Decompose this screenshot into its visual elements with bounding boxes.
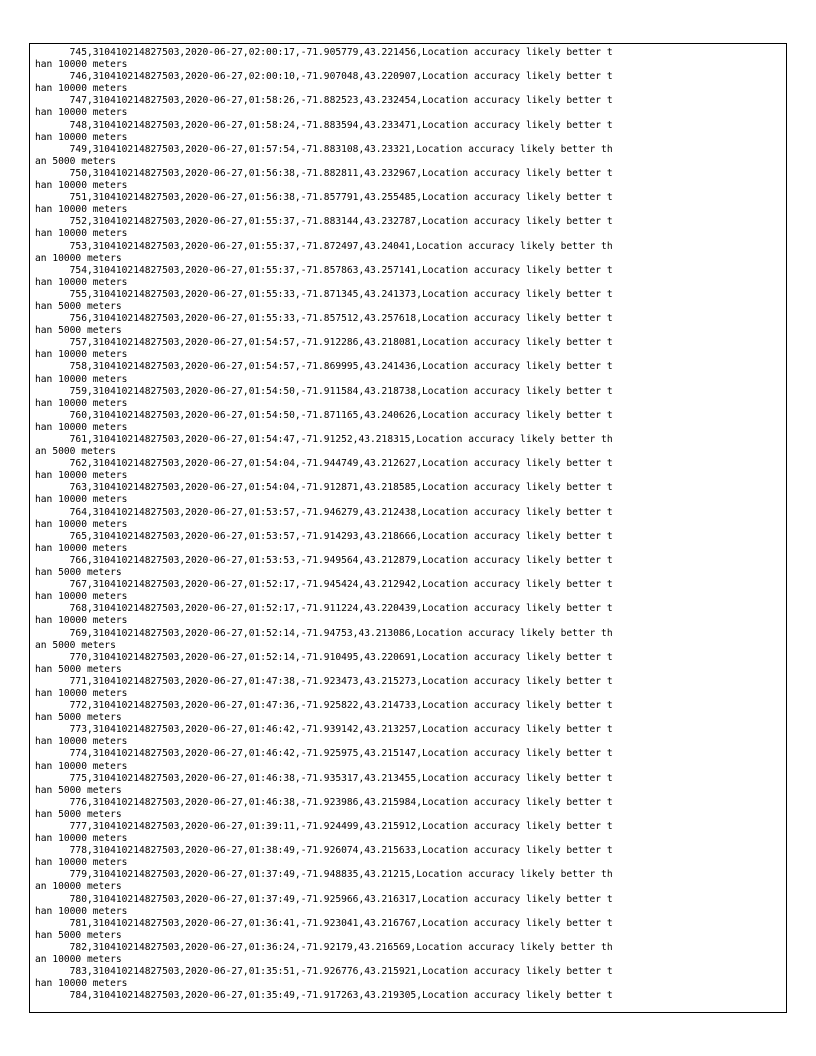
log-record-line-continuation: an 10000 meters [35,252,122,264]
log-record-line: 757,310410214827503,2020-06-27,01:54:57,-71.912286,43.218081,Location accuracy likely better t [35,337,613,349]
log-record [35,603,781,627]
log-record [35,337,781,361]
log-record [35,821,781,845]
log-record-line: 759,310410214827503,2020-06-27,01:54:50,-71.911584,43.218738,Location accuracy likely better t [35,385,613,397]
log-record-line: 775,310410214827503,2020-06-27,01:46:38,-71.935317,43.213455,Location accuracy likely better t [35,772,613,784]
log-record-line-continuation: han 10000 meters [35,591,128,603]
log-record-line-continuation: han 10000 meters [35,494,128,506]
log-record-line-continuation: han 10000 meters [35,905,128,917]
log-record [35,458,781,482]
log-record-line: 751,310410214827503,2020-06-27,01:56:38,-71.857791,43.255485,Location accuracy likely better t [35,192,613,204]
log-record [35,676,781,700]
log-record-line-continuation: han 10000 meters [35,180,128,192]
log-record [35,313,781,337]
log-record-line: 766,310410214827503,2020-06-27,01:53:53,-71.949564,43.212879,Location accuracy likely better t [35,554,613,566]
log-record-line-continuation: han 10000 meters [35,421,128,433]
log-record [35,120,781,144]
log-record-line: 779,310410214827503,2020-06-27,01:37:49,-71.948835,43.21215,Location accuracy likely better th [35,869,613,881]
log-record [35,555,781,579]
log-record-line-continuation: han 10000 meters [35,349,128,361]
log-record-line-continuation: an 5000 meters [35,446,116,458]
log-record-line: 748,310410214827503,2020-06-27,01:58:24,-71.883594,43.233471,Location accuracy likely better t [35,119,613,131]
log-record-line-continuation: han 10000 meters [35,615,128,627]
log-record [35,192,781,216]
log-record-line: 769,310410214827503,2020-06-27,01:52:14,-71.94753,43.213086,Location accuracy likely better th [35,627,613,639]
log-record [35,216,781,240]
log-record [35,47,781,71]
log-record-line: 752,310410214827503,2020-06-27,01:55:37,-71.883144,43.232787,Location accuracy likely better t [35,216,613,228]
log-record-line: 753,310410214827503,2020-06-27,01:55:37,-71.872497,43.24041,Location accuracy likely better th [35,240,613,252]
log-record-line-continuation: an 10000 meters [35,954,122,966]
log-record-line-continuation: han 5000 meters [35,663,122,675]
log-record [35,918,781,942]
log-record [35,482,781,506]
log-record-line-continuation: han 10000 meters [35,760,128,772]
log-record-line: 746,310410214827503,2020-06-27,02:00:10,-71.907048,43.220907,Location accuracy likely better t [35,71,613,83]
log-record-line-continuation: han 10000 meters [35,107,128,119]
log-record-line: 761,310410214827503,2020-06-27,01:54:47,-71.91252,43.218315,Location accuracy likely better th [35,434,613,445]
log-record-line: 760,310410214827503,2020-06-27,01:54:50,-71.871165,43.240626,Location accuracy likely better t [35,409,613,421]
log-record [35,361,781,385]
log-record [35,652,781,676]
log-record-line-continuation: han 10000 meters [35,542,128,554]
log-record-line: 781,310410214827503,2020-06-27,01:36:41,-71.923041,43.216767,Location accuracy likely better t [35,917,613,929]
log-record-line-continuation: han 10000 meters [35,978,128,990]
log-record-line-continuation: han 5000 meters [35,784,122,796]
log-record-line-continuation: an 5000 meters [35,155,116,167]
log-record-line: 764,310410214827503,2020-06-27,01:53:57,-71.946279,43.212438,Location accuracy likely better t [35,506,613,518]
log-record [35,579,781,603]
log-record-line: 763,310410214827503,2020-06-27,01:54:04,-71.912871,43.218585,Location accuracy likely better t [35,482,613,494]
log-record-line-continuation: an 5000 meters [35,639,116,651]
log-record-line: 750,310410214827503,2020-06-27,01:56:38,-71.882811,43.232967,Location accuracy likely better t [35,167,613,179]
log-record-line: 758,310410214827503,2020-06-27,01:54:57,-71.869995,43.241436,Location accuracy likely better t [35,361,613,373]
log-record-line: 768,310410214827503,2020-06-27,01:52:17,-71.911224,43.220439,Location accuracy likely better t [35,603,613,615]
log-record-line-continuation: han 10000 meters [35,687,128,699]
log-record [35,95,781,119]
log-record [35,241,781,265]
log-record-line: 762,310410214827503,2020-06-27,01:54:04,-71.944749,43.212627,Location accuracy likely better t [35,458,613,470]
log-record-line-continuation: han 5000 meters [35,808,122,820]
log-record [35,942,781,966]
log-record-line-continuation: han 5000 meters [35,567,122,579]
log-record-line-continuation: han 10000 meters [35,857,128,869]
log-record [35,700,781,724]
log-record-line: 777,310410214827503,2020-06-27,01:39:11,-71.924499,43.215912,Location accuracy likely better t [35,821,613,832]
log-record [35,724,781,748]
log-record [35,386,781,410]
log-record-line: 745,310410214827503,2020-06-27,02:00:17,-71.905779,43.221456,Location accuracy likely better t [35,47,613,58]
log-record [35,628,781,652]
log-record-line: 782,310410214827503,2020-06-27,01:36:24,-71.92179,43.216569,Location accuracy likely better th [35,941,613,953]
log-record [35,845,781,869]
log-record-line-continuation: han 10000 meters [35,470,128,482]
log-record-line-continuation: han 10000 meters [35,131,128,143]
log-record-line: 747,310410214827503,2020-06-27,01:58:26,-71.882523,43.232454,Location accuracy likely better t [35,95,613,107]
log-record-line: 765,310410214827503,2020-06-27,01:53:57,-71.914293,43.218666,Location accuracy likely better t [35,530,613,542]
log-record-line-continuation: han 10000 meters [35,59,128,71]
log-record-line-continuation: han 10000 meters [35,228,128,240]
log-record [35,289,781,313]
log-record [35,748,781,772]
log-record-line-continuation: han 10000 meters [35,204,128,216]
log-record [35,894,781,918]
log-record-line: 770,310410214827503,2020-06-27,01:52:14,-71.910495,43.220691,Location accuracy likely better t [35,651,613,663]
log-record [35,144,781,168]
log-record-line-continuation: han 10000 meters [35,833,128,845]
log-record-line-continuation: an 10000 meters [35,881,122,893]
log-record [35,990,781,1002]
log-record [35,531,781,555]
log-record-line: 756,310410214827503,2020-06-27,01:55:33,-71.857512,43.257618,Location accuracy likely better t [35,313,613,325]
log-record-line: 774,310410214827503,2020-06-27,01:46:42,-71.925975,43.215147,Location accuracy likely better t [35,748,613,760]
log-record-line-continuation: han 5000 meters [35,929,122,941]
log-record-line: 772,310410214827503,2020-06-27,01:47:36,-71.925822,43.214733,Location accuracy likely better t [35,700,613,712]
log-record-line: 754,310410214827503,2020-06-27,01:55:37,-71.857863,43.257141,Location accuracy likely better t [35,264,613,276]
log-record [35,869,781,893]
log-record-line-continuation: han 10000 meters [35,736,128,748]
log-record-line-continuation: han 5000 meters [35,325,122,337]
log-record-line-continuation: han 5000 meters [35,712,122,724]
log-record-line-continuation: han 10000 meters [35,83,128,95]
log-record [35,773,781,797]
log-record [35,434,781,458]
log-record-line: 784,310410214827503,2020-06-27,01:35:49,-71.917263,43.219305,Location accuracy likely better t [35,990,613,1002]
log-record-line-continuation: han 10000 meters [35,397,128,409]
log-record [35,265,781,289]
log-record-line: 755,310410214827503,2020-06-27,01:55:33,-71.871345,43.241373,Location accuracy likely better t [35,288,613,300]
log-record-line: 773,310410214827503,2020-06-27,01:46:42,-71.939142,43.213257,Location accuracy likely better t [35,724,613,736]
log-record-line-continuation: han 10000 meters [35,518,128,530]
log-record [35,507,781,531]
log-record [35,797,781,821]
log-record-line: 783,310410214827503,2020-06-27,01:35:51,-71.926776,43.215921,Location accuracy likely better t [35,966,613,978]
log-listing-frame [29,43,787,1013]
log-record [35,966,781,990]
log-record-line-continuation: han 5000 meters [35,300,122,312]
log-record [35,410,781,434]
log-record-line: 771,310410214827503,2020-06-27,01:47:38,-71.923473,43.215273,Location accuracy likely better t [35,675,613,687]
log-record-line: 778,310410214827503,2020-06-27,01:38:49,-71.926074,43.215633,Location accuracy likely better t [35,845,613,857]
log-record-line: 767,310410214827503,2020-06-27,01:52:17,-71.945424,43.212942,Location accuracy likely better t [35,579,613,591]
log-record-list [35,47,781,1002]
log-record-line: 780,310410214827503,2020-06-27,01:37:49,-71.925966,43.216317,Location accuracy likely better t [35,893,613,905]
log-record-line: 749,310410214827503,2020-06-27,01:57:54,-71.883108,43.23321,Location accuracy likely better th [35,143,613,155]
log-record-line: 776,310410214827503,2020-06-27,01:46:38,-71.923986,43.215984,Location accuracy likely better t [35,796,613,808]
log-record-line-continuation: han 10000 meters [35,276,128,288]
log-record [35,71,781,95]
log-record-line-continuation: han 10000 meters [35,373,128,385]
log-record [35,168,781,192]
